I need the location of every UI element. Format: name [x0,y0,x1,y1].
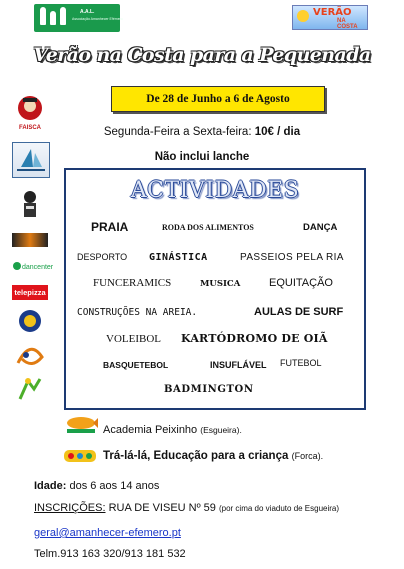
person-icon [40,7,46,25]
age-label: Idade: [34,480,67,492]
academia-peixinho-logo [64,414,98,434]
swirl-logo [12,343,48,371]
activity-item: PRAIA [91,220,129,234]
registration-address: RUA DE VISEU Nº 59 [108,502,216,514]
faisca-text: FAISCA [18,125,42,131]
tra-la-la-logo [64,446,96,464]
activity-item: BADMINGTON [164,384,254,395]
verao-logo-line2: NA COSTA [337,18,358,30]
person-icon [60,7,66,25]
faisca-logo [12,94,48,132]
activity-item: FUTEBOL [280,358,322,368]
age-value: dos 6 aos 14 anos [69,480,160,492]
activity-item: FUNCERAMICS [93,277,172,289]
activities-title: ACTIVIDADES [130,178,300,203]
activity-item: CONSTRUÇÕES NA AREIA. [77,307,198,318]
email-link[interactable]: geral@amanhecer-efemero.pt [34,527,181,539]
person-icon [50,11,56,25]
activity-item: VOLEIBOL [106,333,161,345]
dancenter-logo [12,258,54,274]
registration-line [34,502,339,514]
activity-item: PASSEIOS PELA RIA [240,252,344,263]
aal-logo-subtext: Associação Amanhecer Efémero [72,17,123,21]
aal-logo [34,4,123,32]
activity-item: INSUFLÁVEL [210,360,267,370]
aal-logo-text: A.A.L. [80,9,95,15]
activity-item: KARTÓDROMO DE OIÃ [181,332,328,345]
academia-line [103,424,242,436]
activity-item: DESPORTO [77,252,128,262]
verao-na-costa-logo [292,5,368,30]
page-title: Verão na Costa para a Pequenada [33,44,371,66]
activity-item: MUSICA [200,279,241,289]
no-lunch-note: Não inclui lanche [154,151,250,163]
age-line [34,480,159,492]
tra-la-la-location: (Forca). [291,451,324,461]
schedule-days: Segunda-Feira a Sexta-feira: [103,126,252,138]
registration-label: INSCRIÇÕES: [34,502,106,514]
academia-name: Academia Peixinho [103,424,198,436]
round-emblem-logo [12,309,48,333]
activity-item: BASQUETEBOL [103,360,169,370]
activity-item: DANÇA [303,222,338,233]
activity-item: AULAS DE SURF [254,306,344,318]
dancenter-text: dancenter [22,264,54,271]
registration-note: (por cima do viaduto de Esgueira) [218,504,340,513]
phone-line: Telm.913 163 320/913 181 532 [34,548,186,560]
telepizza-logo: telepizza [12,285,48,300]
green-figure-logo [12,375,48,403]
sun-icon [297,10,309,22]
schedule-line [0,126,404,138]
activity-item: EQUITAÇÃO [269,277,333,289]
activity-item: RODA DOS ALIMENTOS [162,223,254,232]
activity-item: GINÁSTICA [149,252,208,263]
verao-logo-line1: VERÃO [313,7,352,18]
mascot-logo [12,188,48,222]
date-banner: De 28 de Junho a 6 de Agosto [111,86,325,112]
schedule-price: 10€ / dia [254,126,301,138]
sponsor-banner-logo [12,233,48,247]
activities-box [64,168,366,410]
tra-la-la-name: Trá-lá-lá, Educação para a criança [103,450,289,462]
tra-la-la-line [103,450,323,462]
surf-club-logo [12,142,50,178]
academia-location: (Esgueira). [200,425,242,435]
